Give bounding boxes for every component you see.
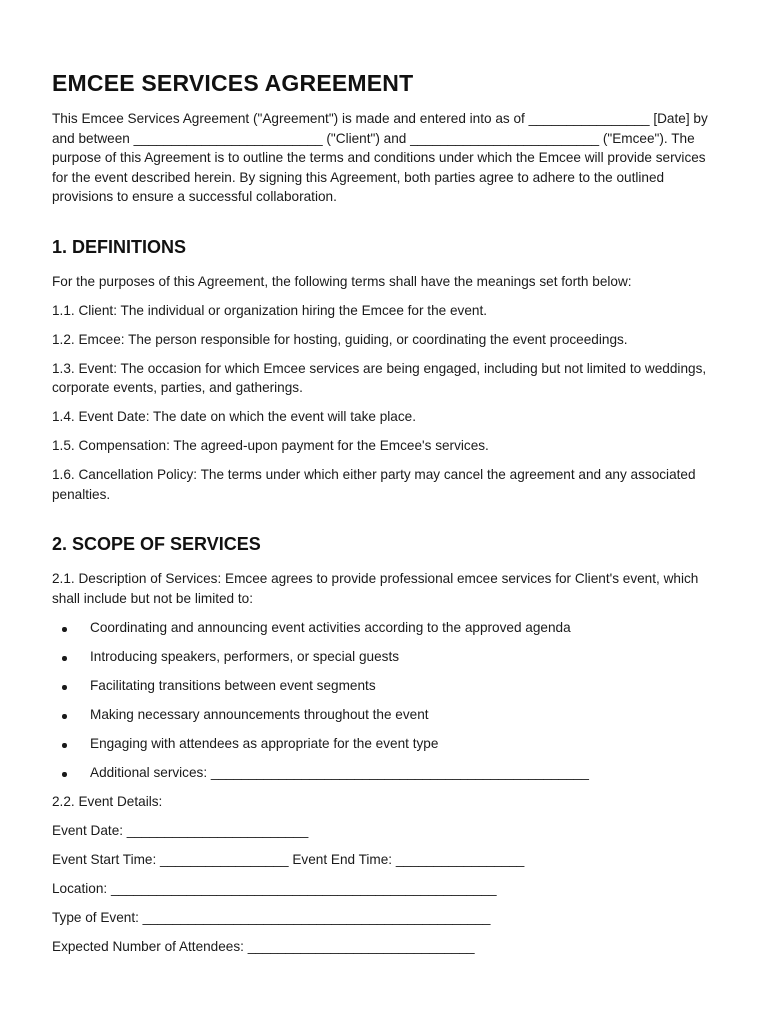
- section-heading-definitions: 1. DEFINITIONS: [52, 236, 187, 257]
- document-page: [52, 70, 720, 966]
- definition-item: 1.6. Cancellation Policy: The terms under which either party may cancel the agreement and any associated penalties.: [52, 467, 696, 502]
- event-date-field: Event Date: ________________________: [52, 823, 309, 838]
- list-item-text: Facilitating transitions between event segments: [90, 678, 376, 693]
- services-list: [52, 618, 720, 783]
- definitions-section: [52, 272, 720, 505]
- list-item: [52, 647, 720, 667]
- intro-paragraph: This Emcee Services Agreement ("Agreement") is made and entered into as of ________________ [Date] by and between _________________________ ("Client") and _________________________ ("Emcee"). The purpose of this Agreement is to outline the terms and conditions under which the Emcee will provide services for the event described herein. By signing this Agreement, both parties agree to adhere to the outlined provisions to ensure a successful collaboration.: [52, 111, 708, 204]
- list-item-text: Engaging with attendees as appropriate for the event type: [90, 736, 439, 751]
- bullet-icon: [62, 627, 67, 632]
- bullet-icon: [62, 656, 67, 661]
- list-item-text: Additional services: __________________________________________________: [90, 765, 589, 780]
- event-time-field: Event Start Time: _________________ Event End Time: _________________: [52, 852, 525, 867]
- definition-item: 1.2. Emcee: The person responsible for hosting, guiding, or coordinating the event proceedings.: [52, 331, 628, 347]
- scope-description: 2.1. Description of Services: Emcee agrees to provide professional emcee services for Client's event, which shall include but not be limited to:: [52, 571, 699, 606]
- event-type-field: Type of Event: ______________________________________________: [52, 910, 491, 925]
- event-details-heading: 2.2. Event Details:: [52, 794, 163, 809]
- event-details-section: [52, 792, 720, 957]
- document-title: EMCEE SERVICES AGREEMENT: [52, 70, 414, 96]
- bullet-icon: [62, 714, 67, 719]
- list-item-text: Coordinating and announcing event activities according to the approved agenda: [90, 620, 571, 635]
- definition-item: 1.5. Compensation: The agreed-upon payment for the Emcee's services.: [52, 438, 489, 453]
- list-item: [52, 705, 720, 725]
- list-item: [52, 618, 720, 638]
- definitions-lead: For the purposes of this Agreement, the following terms shall have the meanings set forth below:: [52, 273, 632, 289]
- section-heading-scope: 2. SCOPE OF SERVICES: [52, 534, 261, 554]
- definition-item: 1.1. Client: The individual or organization hiring the Emcee for the event.: [52, 302, 487, 318]
- list-item: [52, 676, 720, 696]
- definition-item: 1.4. Event Date: The date on which the event will take place.: [52, 409, 416, 424]
- bullet-icon: [62, 743, 67, 748]
- bullet-icon: [62, 685, 67, 690]
- definition-item: 1.3. Event: The occasion for which Emcee services are being engaged, including but not limited to weddings, corporate events, parties, and gatherings.: [52, 360, 707, 395]
- list-item-text: Making necessary announcements throughout the event: [90, 707, 429, 722]
- attendees-field: Expected Number of Attendees: ______________________________: [52, 939, 475, 954]
- location-field: Location: ___________________________________________________: [52, 881, 497, 896]
- list-item: [52, 763, 720, 783]
- list-item-text: Introducing speakers, performers, or special guests: [90, 649, 400, 664]
- list-item: [52, 734, 720, 754]
- bullet-icon: [62, 772, 67, 777]
